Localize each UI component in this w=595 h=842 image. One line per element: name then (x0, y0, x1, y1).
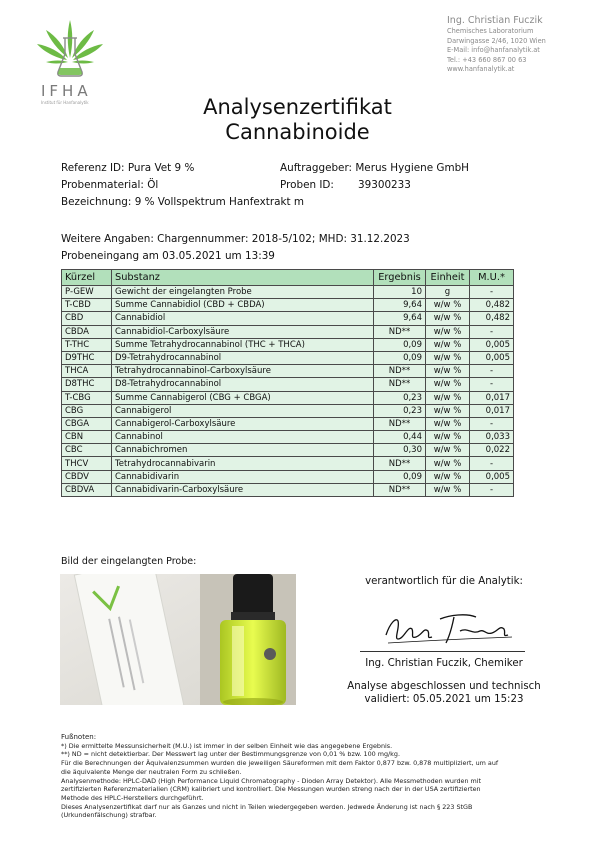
cell-ergebnis: 10 (374, 286, 426, 299)
footnote-line: **) ND = nicht detektierbar. Der Messwert lag unter der Bestimmungsgrenze von 0,01 % bzw. 100 mg/kg. (61, 750, 400, 759)
cell-einheit: w/w % (426, 417, 470, 430)
completed-line-2: validiert: 05.05.2021 um 15:23 (364, 694, 524, 705)
ifha-logo-icon (34, 18, 106, 80)
cell-mu: - (470, 325, 514, 338)
lab-address-block (447, 15, 587, 75)
table-row (62, 378, 514, 391)
cell-substanz: Cannabigerol-Carboxylsäure (112, 417, 374, 430)
footnotes (61, 733, 561, 820)
cell-substanz: D9-Tetrahydrocannabinol (112, 351, 374, 364)
signature-line (360, 651, 525, 652)
cell-ergebnis: ND** (374, 325, 426, 338)
cell-kuerzel: THCA (62, 365, 112, 378)
responsible-label: verantwortlich für die Analytik: (365, 576, 523, 587)
footnote-line: Für die Berechnungen der Äquivalenzsummen wurden die jeweiligen Säureformen mit dem Faktor 0,877 bzw. 0,878 multipliziert, um auf (61, 759, 499, 768)
cell-substanz: Gewicht der eingelangten Probe (112, 286, 374, 299)
footnote-line: die äquivalente Menge der neutralen Form zu schließen. (61, 767, 242, 776)
cell-kuerzel: D8THC (62, 378, 112, 391)
cell-substanz: Summe Tetrahydrocannabinol (THC + THCA) (112, 338, 374, 351)
results-table (61, 269, 514, 497)
cell-ergebnis: 0,23 (374, 404, 426, 417)
cell-einheit: w/w % (426, 312, 470, 325)
weitere-angaben: Weitere Angaben: Chargennummer: 2018-5/102; MHD: 31.12.2023 (61, 233, 410, 245)
cell-kuerzel: CBG (62, 404, 112, 417)
table-row (62, 431, 514, 444)
cell-einheit: w/w % (426, 431, 470, 444)
cell-substanz: Tetrahydrocannabivarin (112, 457, 374, 470)
cell-mu: - (470, 457, 514, 470)
bezeichnung: Bezeichnung: 9 % Vollspektrum Hanfextrakt m (61, 196, 305, 208)
cell-ergebnis: 9,64 (374, 312, 426, 325)
cell-substanz: Summe Cannabigerol (CBG + CBGA) (112, 391, 374, 404)
lab-name: Ing. Christian Fuczik (447, 15, 543, 26)
table-row (62, 338, 514, 351)
cell-mu: 0,017 (470, 404, 514, 417)
cell-ergebnis: ND** (374, 457, 426, 470)
table-row (62, 299, 514, 312)
sample-photo (60, 574, 296, 705)
signature-image (380, 605, 520, 649)
table-row (62, 404, 514, 417)
cell-mu: - (470, 417, 514, 430)
footnote-line: zertifizierten Referenzmaterialien (CRM) kalibriert und kontrolliert. Die Messungen wurden streng nach der in der USA zertifizierten (61, 785, 481, 794)
cell-einheit: w/w % (426, 470, 470, 483)
cell-ergebnis: 0,23 (374, 391, 426, 404)
cell-mu: - (470, 483, 514, 496)
cell-kuerzel: T-THC (62, 338, 112, 351)
cell-substanz: Cannabidiol-Carboxylsäure (112, 325, 374, 338)
cell-kuerzel: CBC (62, 444, 112, 457)
probeneingang: Probeneingang am 03.05.2021 um 13:39 (61, 250, 275, 262)
cell-einheit: w/w % (426, 299, 470, 312)
footnote-line: Methode des HPLC-Herstellers durchgeführt. (61, 793, 204, 802)
logo-wordmark: IFHA (41, 82, 92, 100)
cell-kuerzel: CBDA (62, 325, 112, 338)
cell-substanz: Cannabidivarin-Carboxylsäure (112, 483, 374, 496)
table-row (62, 351, 514, 364)
cell-substanz: Summe Cannabidiol (CBD + CBDA) (112, 299, 374, 312)
header-substanz: Substanz (112, 270, 374, 286)
table-row (62, 391, 514, 404)
auftraggeber: Auftraggeber: Merus Hygiene GmbH (280, 162, 469, 174)
cell-kuerzel: CBDVA (62, 483, 112, 496)
logo-subtitle: Institut für Hanfanalytik (41, 100, 89, 105)
header-mu: M.U.* (470, 270, 514, 286)
cell-substanz: D8-Tetrahydrocannabinol (112, 378, 374, 391)
cell-einheit: w/w % (426, 444, 470, 457)
table-row (62, 286, 514, 299)
cell-einheit: w/w % (426, 351, 470, 364)
cell-ergebnis: 9,64 (374, 299, 426, 312)
cell-einheit: g (426, 286, 470, 299)
footnote-line: *) Die ermittelte Messunsicherheit (M.U.) ist immer in der selben Einheit wie das angegebene Ergebnis. (61, 741, 393, 750)
document-title (0, 95, 595, 145)
cell-mu: 0,022 (470, 444, 514, 457)
table-row (62, 470, 514, 483)
cell-ergebnis: 0,09 (374, 470, 426, 483)
cell-ergebnis: 0,30 (374, 444, 426, 457)
cell-substanz: Cannabigerol (112, 404, 374, 417)
footnotes-heading: Fußnoten: (61, 733, 97, 741)
cell-mu: 0,005 (470, 351, 514, 364)
cell-einheit: w/w % (426, 338, 470, 351)
header-einheit: Einheit (426, 270, 470, 286)
table-row (62, 444, 514, 457)
cell-einheit: w/w % (426, 391, 470, 404)
footnote-line: (Urkundenfälschung) strafbar. (61, 811, 157, 820)
cell-mu: 0,482 (470, 312, 514, 325)
cell-ergebnis: ND** (374, 365, 426, 378)
cell-mu: 0,005 (470, 470, 514, 483)
cell-kuerzel: T-CBG (62, 391, 112, 404)
completed-line-1: Analyse abgeschlossen und technisch (347, 681, 541, 692)
lab-email: E-Mail: info@hanfanalytik.at (447, 46, 540, 55)
cell-kuerzel: CBN (62, 431, 112, 444)
cell-mu: 0,017 (470, 391, 514, 404)
table-row (62, 312, 514, 325)
title-line-1: Analysenzertifikat (203, 95, 392, 119)
cell-ergebnis: 0,09 (374, 338, 426, 351)
cell-kuerzel: CBD (62, 312, 112, 325)
table-row (62, 417, 514, 430)
cell-kuerzel: D9THC (62, 351, 112, 364)
cell-mu: - (470, 286, 514, 299)
title-line-2: Cannabinoide (225, 120, 370, 144)
cell-substanz: Cannabinol (112, 431, 374, 444)
sample-image-label: Bild der eingelangten Probe: (61, 556, 197, 567)
cell-kuerzel: THCV (62, 457, 112, 470)
cell-einheit: w/w % (426, 378, 470, 391)
signatory-name: Ing. Christian Fuczik, Chemiker (365, 658, 523, 669)
cell-einheit: w/w % (426, 483, 470, 496)
referenz-id: Referenz ID: Pura Vet 9 % (61, 162, 195, 174)
cell-substanz: Cannabichromen (112, 444, 374, 457)
cell-kuerzel: P-GEW (62, 286, 112, 299)
cell-kuerzel: T-CBD (62, 299, 112, 312)
cell-substanz: Tetrahydrocannabinol-Carboxylsäure (112, 365, 374, 378)
cell-mu: 0,033 (470, 431, 514, 444)
cell-einheit: w/w % (426, 325, 470, 338)
cell-ergebnis: ND** (374, 483, 426, 496)
cell-ergebnis: 0,44 (374, 431, 426, 444)
footnote-line: Analysenmethode: HPLC-DAD (High Performance Liquid Chromatography - Dioden Array Detektor). Alle Messmethoden wurden mit (61, 776, 482, 785)
table-header-row (62, 270, 514, 286)
header-kuerzel: Kürzel (62, 270, 112, 286)
table-row (62, 457, 514, 470)
cell-mu: - (470, 365, 514, 378)
footnote-line: Dieses Analysenzertifikat darf nur als Ganzes und nicht in Teilen wiedergegeben werden. Jedwede Änderung ist nach § 223 StGB (61, 802, 473, 811)
table-row (62, 325, 514, 338)
lab-line: Chemisches Laboratorium (447, 27, 534, 35)
cell-einheit: w/w % (426, 457, 470, 470)
cell-ergebnis: ND** (374, 417, 426, 430)
cell-kuerzel: CBGA (62, 417, 112, 430)
lab-phone: Tel.: +43 660 867 00 63 (447, 55, 527, 64)
proben-id-value: 39300233 (358, 179, 411, 191)
cell-mu: 0,005 (470, 338, 514, 351)
sample-bottle-image (60, 574, 296, 705)
table-row (62, 365, 514, 378)
header-ergebnis: Ergebnis (374, 270, 426, 286)
cell-substanz: Cannabidiol (112, 312, 374, 325)
cell-kuerzel: CBDV (62, 470, 112, 483)
cell-mu: - (470, 378, 514, 391)
lab-address: Darwingasse 2/46, 1020 Wien (447, 36, 546, 45)
cell-einheit: w/w % (426, 404, 470, 417)
cell-ergebnis: ND** (374, 378, 426, 391)
cell-substanz: Cannabidivarin (112, 470, 374, 483)
cell-einheit: w/w % (426, 365, 470, 378)
cell-ergebnis: 0,09 (374, 351, 426, 364)
probenmaterial: Probenmaterial: Öl (61, 179, 159, 191)
table-row (62, 483, 514, 496)
proben-id-label: Proben ID: (280, 179, 334, 191)
cell-mu: 0,482 (470, 299, 514, 312)
lab-website: www.hanfanalytik.at (447, 65, 515, 74)
